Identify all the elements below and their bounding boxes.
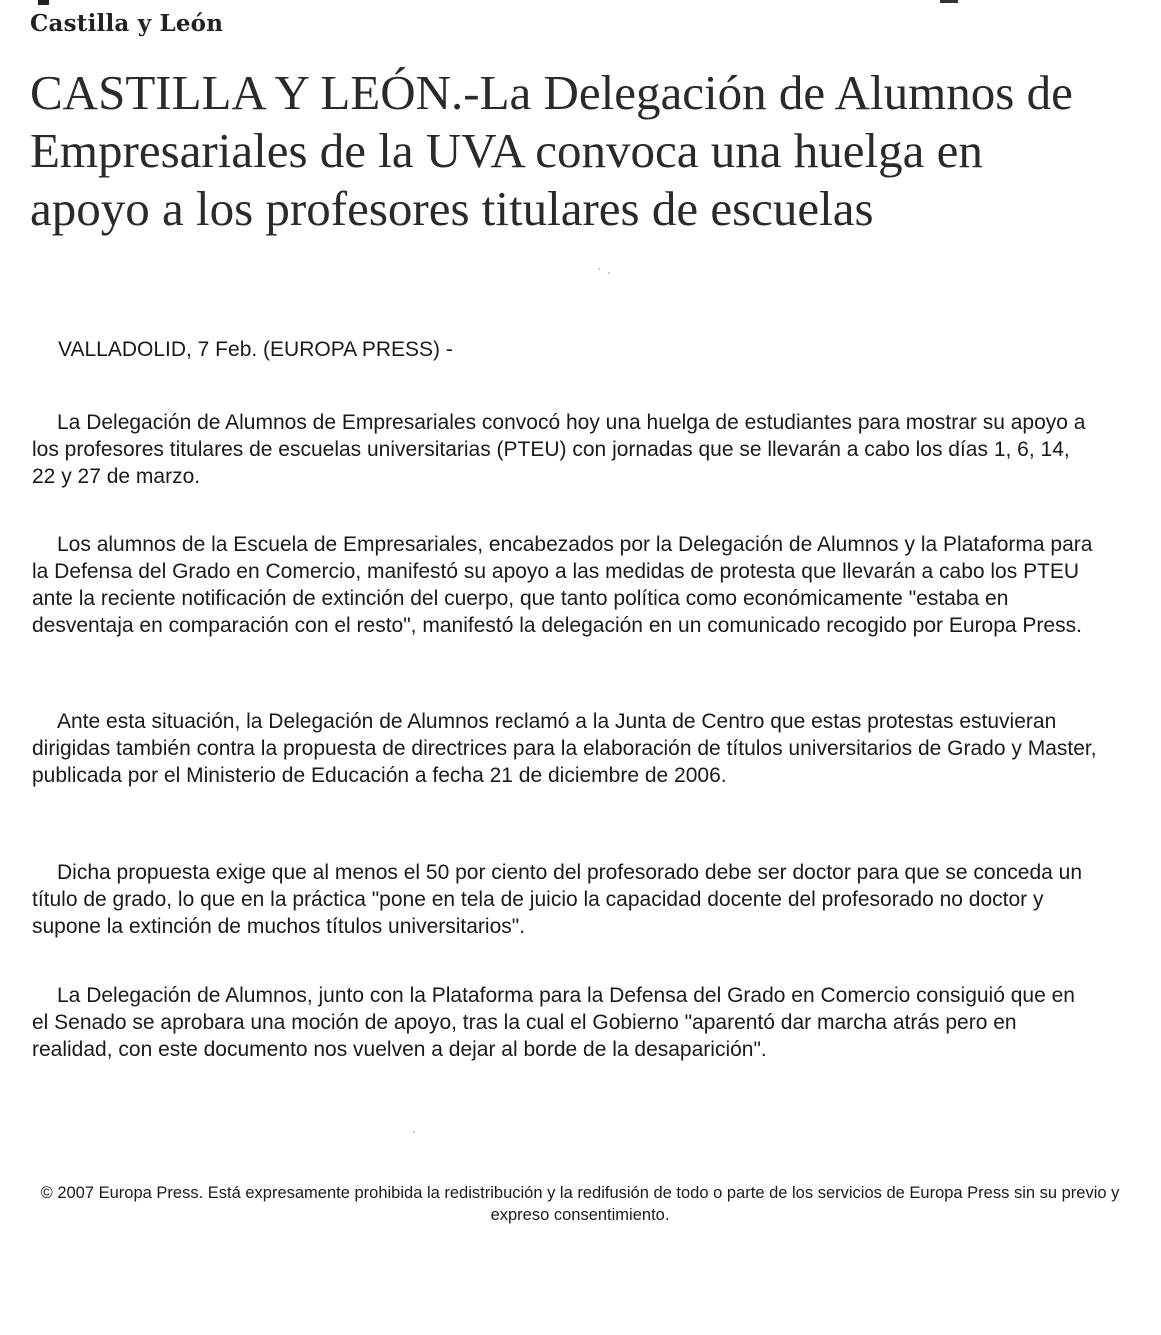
section-label: Castilla y León [30, 10, 224, 37]
masthead-fragment [38, 0, 49, 5]
masthead-fragment-right [940, 0, 958, 3]
scan-speck [608, 272, 610, 274]
scan-speck [598, 268, 600, 270]
headline: CASTILLA Y LEÓN.-La Delegación de Alumnos de Empresariales de la UVA convoca una huelga en apoyo a los profesores titulares de escuelas [30, 65, 1073, 236]
article-paragraph: Los alumnos de la Escuela de Empresariales, encabezados por la Delegación de Alumnos y la Plataforma para la Defensa del Grado en Comercio, manifestó su apoyo a las medidas de protesta que llevarán a cabo los PTEU ante la reciente notificación de extinción del cuerpo, que tanto política como económicamente "estaba en desventaja en comparación con el resto", manifestó la delegación en un comunicado recogido por Europa Press. [32, 533, 1093, 637]
article-paragraph: Dicha propuesta exige que al menos el 50 por ciento del profesorado debe ser doctor para que se conceda un título de grado, lo que en la práctica "pone en tela de juicio la capacidad docente del profesorado no doctor y supone la extinción de muchos títulos universitarios". [32, 861, 1083, 938]
article-paragraph: Ante esta situación, la Delegación de Alumnos reclamó a la Junta de Centro que estas protestas estuvieran dirigidas también contra la propuesta de directrices para la elaboración de títulos universitarios de Grado y Master, publicada por el Ministerio de Educación a fecha 21 de diciembre de 2006. [32, 710, 1097, 787]
article-paragraph: La Delegación de Alumnos, junto con la Plataforma para la Defensa del Grado en Comercio consiguió que en el Senado se aprobara una moción de apoyo, tras la cual el Gobierno "aparentó dar marcha atrás pero en realidad, con este documento nos vuelven a dejar al borde de la desaparición". [32, 984, 1075, 1061]
copyright-notice: © 2007 Europa Press. Está expresamente prohibida la redistribución y la redifusión de todo o parte de los servicios de Europa Press sin su previo y expreso consentimiento. [40, 1184, 1120, 1224]
dateline: VALLADOLID, 7 Feb. (EUROPA PRESS) - [58, 338, 453, 361]
article-paragraph: La Delegación de Alumnos de Empresariales convocó hoy una huelga de estudiantes para mostrar su apoyo a los profesores titulares de escuelas universitarias (PTEU) con jornadas que se llevarán a cabo los días 1, 6, 14, 22 y 27 de marzo. [32, 411, 1086, 488]
scan-speck [413, 1131, 415, 1133]
